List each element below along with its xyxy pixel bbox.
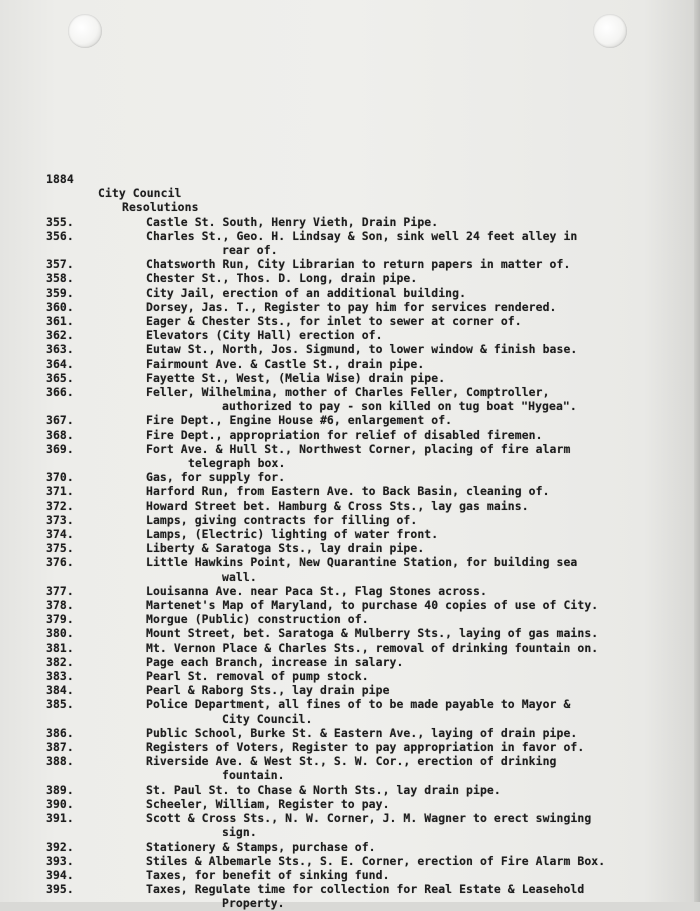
- entry-line: St. Paul St. to Chase & North Sts., lay drain pipe.: [146, 782, 501, 797]
- entry-text: [146, 470, 694, 484]
- entry-continuation: telegraph box.: [188, 456, 286, 471]
- entry-text: [146, 840, 694, 854]
- entry-number: 356.: [46, 228, 74, 243]
- list-item: [46, 484, 694, 498]
- entry-line: Fire Dept., appropriation for relief of disabled firemen.: [146, 427, 543, 442]
- entry-text: [146, 584, 694, 598]
- entry-line: Scheeler, William, Register to pay.: [146, 796, 390, 811]
- entry-number: 390.: [46, 796, 74, 811]
- entry-number: 380.: [46, 626, 74, 641]
- entry-text: [146, 783, 694, 797]
- list-item: [46, 655, 694, 669]
- entry-text: [146, 655, 694, 669]
- entry-number: 392.: [46, 839, 74, 854]
- list-item: [46, 726, 694, 740]
- entry-text: [146, 541, 694, 555]
- entry-line: Police Department, all fines of to be made payable to Mayor &: [146, 697, 571, 712]
- list-item: [46, 626, 694, 640]
- list-item: [46, 882, 694, 910]
- entry-number: 369.: [46, 441, 74, 456]
- entry-continuation: sign.: [222, 825, 257, 840]
- entry-number: 381.: [46, 640, 74, 655]
- entry-text: [146, 257, 694, 271]
- entry-line: Page each Branch, increase in salary.: [146, 654, 404, 669]
- list-item: [46, 513, 694, 527]
- entry-number: 393.: [46, 853, 74, 868]
- list-item: [46, 271, 694, 285]
- list-item: [46, 257, 694, 271]
- resolution-list: [46, 215, 694, 911]
- entry-line: Registers of Voters, Register to pay appropriation in favor of.: [146, 740, 585, 755]
- entry-number: 374.: [46, 527, 74, 542]
- entry-line: Public School, Burke St. & Eastern Ave., laying of drain pipe.: [146, 725, 578, 740]
- entry-text: [146, 442, 694, 470]
- entry-number: 386.: [46, 725, 74, 740]
- entry-line: Martenet's Map of Maryland, to purchase 40 copies of use of City.: [146, 598, 599, 613]
- entry-number: 373.: [46, 512, 74, 527]
- list-item: [46, 669, 694, 683]
- entry-line: Gas, for supply for.: [146, 470, 286, 485]
- entry-number: 395.: [46, 882, 74, 897]
- list-item: [46, 840, 694, 854]
- list-item: [46, 584, 694, 598]
- entry-number: 361.: [46, 313, 74, 328]
- entry-number: 377.: [46, 583, 74, 598]
- list-item: [46, 612, 694, 626]
- entry-number: 364.: [46, 356, 74, 371]
- entry-number: 368.: [46, 427, 74, 442]
- entry-number: 387.: [46, 740, 74, 755]
- entry-text: [146, 428, 694, 442]
- entry-line: Lamps, giving contracts for filling of.: [146, 512, 418, 527]
- entry-number: 376.: [46, 555, 74, 570]
- entry-number: 378.: [46, 598, 74, 613]
- entry-continuation: City Council.: [222, 711, 313, 726]
- entry-line: Fayette St., West, (Melia Wise) drain pipe.: [146, 370, 446, 385]
- punch-hole-right: [593, 14, 627, 48]
- entry-text: [146, 641, 694, 655]
- entry-number: 362.: [46, 328, 74, 343]
- entry-number: 383.: [46, 669, 74, 684]
- entry-number: 371.: [46, 484, 74, 499]
- entry-line: Taxes, Regulate time for collection for Real Estate & Leasehold: [146, 882, 585, 897]
- entry-line: Dorsey, Jas. T., Register to pay him for services rendered.: [146, 299, 557, 314]
- list-item: [46, 499, 694, 513]
- entry-line: Charles St., Geo. H. Lindsay & Son, sink well 24 feet alley in: [146, 228, 578, 243]
- entry-number: 370.: [46, 470, 74, 485]
- entry-line: Pearl St. removal of pump stock.: [146, 669, 369, 684]
- entry-line: City Jail, erection of an additional building.: [146, 285, 467, 300]
- entry-text: [146, 229, 694, 257]
- entry-text: [146, 371, 694, 385]
- entry-line: Mt. Vernon Place & Charles Sts., removal of drinking fountain on.: [146, 640, 599, 655]
- entry-number: 388.: [46, 754, 74, 769]
- list-item: [46, 342, 694, 356]
- page-edge: [694, 0, 700, 902]
- list-item: [46, 697, 694, 725]
- list-item: [46, 371, 694, 385]
- entry-text: [146, 286, 694, 300]
- entry-line: Louisanna Ave. near Paca St., Flag Stones across.: [146, 583, 487, 598]
- entry-line: Scott & Cross Sts., N. W. Corner, J. M. Wagner to erect swinging: [146, 811, 592, 826]
- entry-line: Lamps, (Electric) lighting of water front.: [146, 527, 439, 542]
- entry-number: 363.: [46, 342, 74, 357]
- list-item: [46, 754, 694, 782]
- entry-text: [146, 726, 694, 740]
- entry-text: [146, 271, 694, 285]
- entry-line: Fort Ave. & Hull St., Northwest Corner, placing of fire alarm: [146, 441, 571, 456]
- list-item: [46, 527, 694, 541]
- list-item: [46, 740, 694, 754]
- entry-text: [146, 385, 694, 413]
- entry-continuation: wall.: [222, 569, 257, 584]
- entry-line: Eager & Chester Sts., for inlet to sewer at corner of.: [146, 313, 522, 328]
- list-item: [46, 357, 694, 371]
- entry-line: Riverside Ave. & West St., S. W. Cor., erection of drinking: [146, 754, 557, 769]
- entry-text: [146, 868, 694, 882]
- entry-line: Chatsworth Run, City Librarian to return papers in matter of.: [146, 257, 571, 272]
- entry-line: Feller, Wilhelmina, mother of Charles Feller, Comptroller,: [146, 385, 550, 399]
- entry-number: 360.: [46, 299, 74, 314]
- document-body: [46, 172, 694, 911]
- entry-line: Chester St., Thos. D. Long, drain pipe.: [146, 271, 418, 286]
- entry-number: 372.: [46, 498, 74, 513]
- entry-number: 366.: [46, 385, 74, 399]
- entry-number: 355.: [46, 214, 74, 229]
- list-item: [46, 683, 694, 697]
- entry-text: [146, 484, 694, 498]
- entry-line: Taxes, for benefit of sinking fund.: [146, 867, 390, 882]
- entry-text: [146, 697, 694, 725]
- entry-line: Elevators (City Hall) erection of.: [146, 328, 383, 343]
- entry-continuation: authorized to pay - son killed on tug boat "Hygea".: [222, 399, 577, 414]
- entry-line: Harford Run, from Eastern Ave. to Back Basin, cleaning of.: [146, 484, 550, 499]
- entry-text: [146, 499, 694, 513]
- entry-number: 379.: [46, 612, 74, 627]
- year-label: 1884: [46, 172, 74, 186]
- entry-text: [146, 300, 694, 314]
- list-item: [46, 868, 694, 882]
- entry-number: 385.: [46, 697, 74, 712]
- entry-number: 367.: [46, 413, 74, 428]
- entry-line: Stationery & Stamps, purchase of.: [146, 839, 376, 854]
- list-item: [46, 385, 694, 413]
- entry-number: 359.: [46, 285, 74, 300]
- list-item: [46, 783, 694, 797]
- entry-number: 365.: [46, 370, 74, 385]
- entry-line: Little Hawkins Point, New Quarantine Station, for building sea: [146, 555, 578, 570]
- section-heading: City Council: [98, 186, 182, 201]
- entry-text: [146, 811, 694, 839]
- entry-number: 375.: [46, 541, 74, 556]
- entry-text: [146, 342, 694, 356]
- list-item: [46, 811, 694, 839]
- entry-text: [146, 314, 694, 328]
- entry-text: [146, 854, 694, 868]
- entry-text: [146, 413, 694, 427]
- entry-line: Castle St. South, Henry Vieth, Drain Pipe.: [146, 214, 439, 229]
- entry-text: [146, 882, 694, 910]
- list-item: [46, 854, 694, 868]
- entry-text: [146, 328, 694, 342]
- entry-line: Fairmount Ave. & Castle St., drain pipe.: [146, 356, 425, 371]
- punch-hole-left: [68, 14, 102, 48]
- list-item: [46, 328, 694, 342]
- entry-number: 384.: [46, 683, 74, 698]
- list-item: [46, 470, 694, 484]
- list-item: [46, 641, 694, 655]
- list-item: [46, 428, 694, 442]
- entry-line: Fire Dept., Engine House #6, enlargement of.: [146, 413, 453, 428]
- entry-line: Liberty & Saratoga Sts., lay drain pipe.: [146, 541, 425, 556]
- list-item: [46, 797, 694, 811]
- entry-continuation: fountain.: [222, 768, 285, 783]
- entry-line: Mount Street, bet. Saratoga & Mulberry Sts., laying of gas mains.: [146, 626, 599, 641]
- entry-number: 382.: [46, 654, 74, 669]
- entry-line: Stiles & Albemarle Sts., S. E. Corner, erection of Fire Alarm Box.: [146, 853, 606, 868]
- entry-text: [146, 598, 694, 612]
- list-item: [46, 314, 694, 328]
- entry-text: [146, 555, 694, 583]
- entry-line: Howard Street bet. Hamburg & Cross Sts., lay gas mains.: [146, 498, 529, 513]
- entry-text: [146, 357, 694, 371]
- entry-continuation: Property.: [222, 896, 285, 911]
- entry-text: [146, 740, 694, 754]
- list-item: [46, 286, 694, 300]
- entry-text: [146, 754, 694, 782]
- entry-text: [146, 527, 694, 541]
- list-item: [46, 229, 694, 257]
- entry-number: 357.: [46, 257, 74, 272]
- entry-line: Eutaw St., North, Jos. Sigmund, to lower window & finish base.: [146, 342, 578, 357]
- entry-number: 394.: [46, 867, 74, 882]
- entry-number: 389.: [46, 782, 74, 797]
- entry-text: [146, 797, 694, 811]
- entry-line: Pearl & Raborg Sts., lay drain pipe: [146, 683, 390, 698]
- list-item: [46, 413, 694, 427]
- entry-continuation: rear of.: [222, 242, 278, 257]
- list-item: [46, 442, 694, 470]
- entry-text: [146, 683, 694, 697]
- entry-line: Morgue (Public) construction of.: [146, 612, 369, 627]
- entry-text: [146, 215, 694, 229]
- entry-text: [146, 669, 694, 683]
- entry-text: [146, 612, 694, 626]
- entry-text: [146, 626, 694, 640]
- entry-number: 358.: [46, 271, 74, 286]
- entry-number: 391.: [46, 811, 74, 826]
- list-item: [46, 555, 694, 583]
- list-item: [46, 541, 694, 555]
- entry-text: [146, 513, 694, 527]
- list-item: [46, 215, 694, 229]
- list-item: [46, 300, 694, 314]
- list-item: [46, 598, 694, 612]
- section-subheading: Resolutions: [122, 200, 199, 215]
